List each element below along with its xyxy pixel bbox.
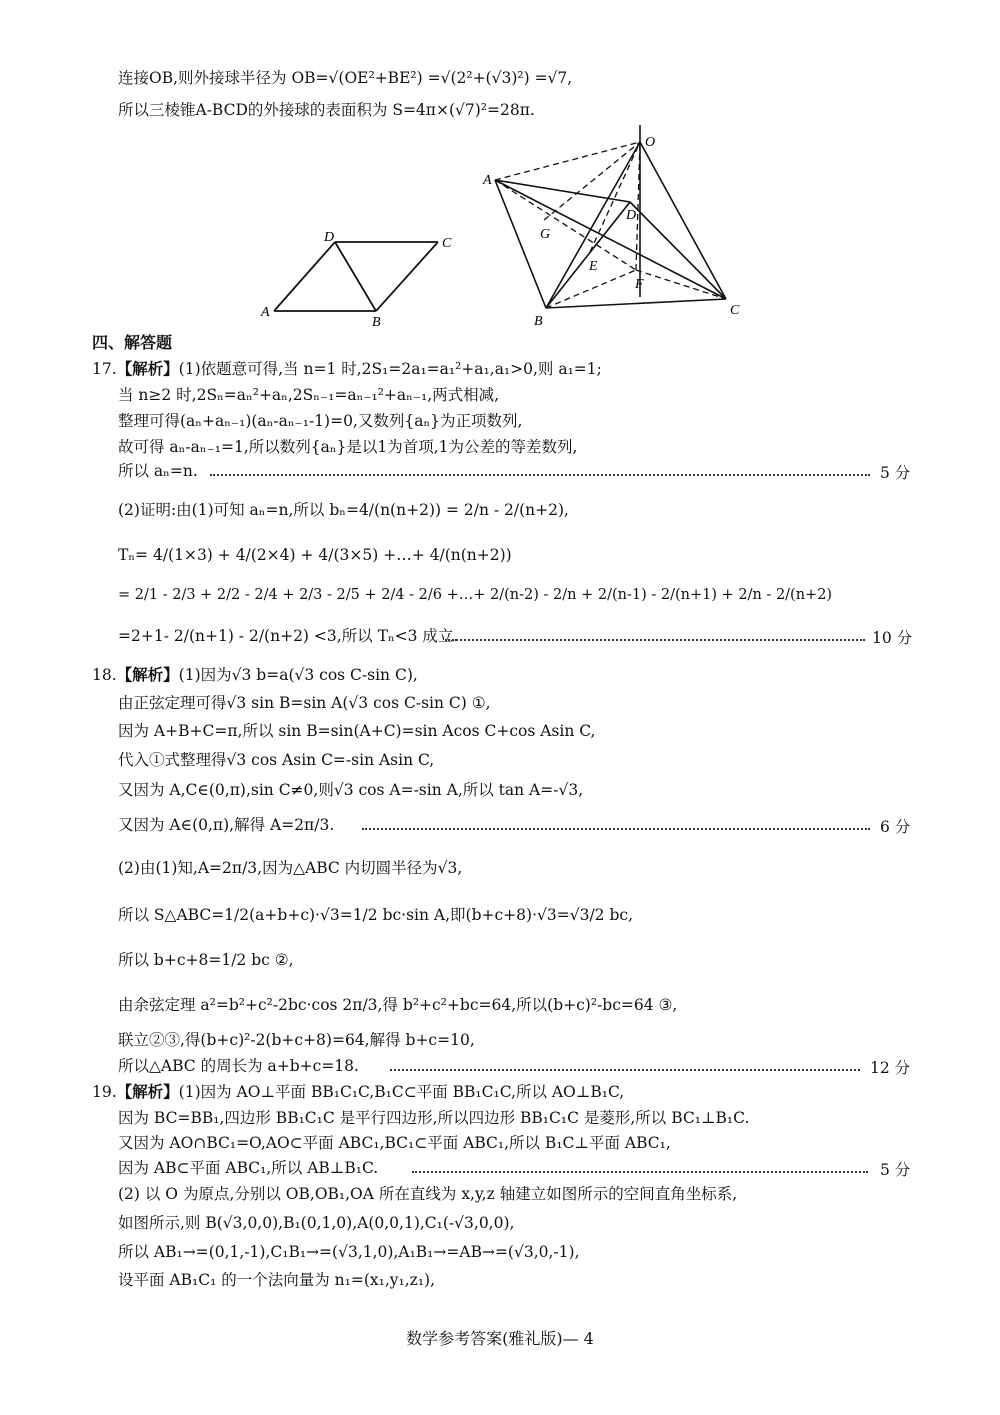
dot-leader (362, 828, 870, 830)
text-line: =2+1- 2/(n+1) - 2/(n+2) <3,所以 Tₙ<3 成立. (118, 627, 459, 645)
text-line: 设平面 AB₁C₁ 的一个法向量为 n₁=(x₁,y₁,z₁), (118, 1271, 436, 1289)
question-17: 17.【解析】(1)依题意可得,当 n=1 时,2S₁=2a₁=a₁²+a₁,a₁>0,则 a₁=1; (92, 359, 602, 378)
dot-leader (412, 1171, 868, 1173)
label-o: O (645, 135, 656, 150)
label-c: C (730, 303, 740, 318)
score-mark: 12 分 (870, 1059, 911, 1077)
text-line: 代入①式整理得√3 cos Asin C=-sin Asin C, (118, 751, 435, 769)
score-mark: 6 分 (880, 818, 911, 836)
analysis-tag: 【解析】 (116, 1082, 179, 1101)
dot-leader (210, 474, 870, 476)
text-line: 由余弦定理 a²=b²+c²-2bc·cos 2π/3,得 b²+c²+bc=64,所以(b+c)²-bc=64 ③, (118, 996, 678, 1014)
score-mark: 10 分 (872, 629, 913, 647)
text-line: 因为 A+B+C=π,所以 sin B=sin(A+C)=sin Acos C+cos Asin C, (118, 722, 596, 740)
text-line: 由正弦定理可得√3 sin B=sin A(√3 cos C-sin C) ①, (118, 694, 491, 712)
label-d: D (324, 230, 335, 245)
text-line: 所以 AB₁→=(0,1,-1),C₁B₁→=(√3,1,0),A₁B₁→=AB→=(√3,0,-1), (118, 1243, 580, 1261)
question-18: 18.【解析】(1)因为√3 b=a(√3 cos C-sin C), (92, 665, 418, 684)
text-line: 整理可得(aₙ+aₙ₋₁)(aₙ-aₙ₋₁-1)=0,又数列{aₙ}为正项数列, (118, 412, 523, 430)
analysis-tag: 【解析】 (116, 359, 179, 378)
text-line: 又因为 A,C∈(0,π),sin C≠0,则√3 cos A=-sin A,所以 tan A=-√3, (118, 781, 584, 799)
text-line: 所以三棱锥A-BCD的外接球的表面积为 S=4π×(√7)²=28π. (118, 101, 535, 119)
dot-leader (445, 639, 865, 641)
score-mark: 5 分 (880, 464, 911, 482)
text-line: 又因为 AO∩BC₁=O,AO⊂平面 ABC₁,BC₁⊂平面 ABC₁,所以 B₁C⊥平面 ABC₁, (118, 1134, 671, 1152)
text-line: 所以 b+c+8=1/2 bc ②, (118, 951, 294, 969)
text-line: (2)由(1)知,A=2π/3,因为△ABC 内切圆半径为√3, (118, 859, 463, 877)
label-c: C (442, 236, 452, 251)
rhombus-figure (255, 228, 470, 328)
page-footer: 数学参考答案(雅礼版)— 4 (406, 1329, 594, 1348)
label-g: G (540, 227, 551, 242)
text-line: 如图所示,则 B(√3,0,0),B₁(0,1,0),A(0,0,1),C₁(-√3,0,0), (118, 1214, 515, 1232)
text-line: 所以 aₙ=n. (118, 462, 198, 480)
label-b: B (372, 315, 381, 328)
text-line: 又因为 A∈(0,π),解得 A=2π/3. (118, 816, 335, 834)
text-line: = 2/1 - 2/3 + 2/2 - 2/4 + 2/3 - 2/5 + 2/4 - 2/6 +…+ 2/(n-2) - 2/n + 2/(n-1) - 2/(n+1) + 2/n - 2/(n+2) (118, 587, 833, 603)
label-a: A (261, 305, 270, 320)
text-line: (2) 以 O 为原点,分别以 OB,OB₁,OA 所在直线为 x,y,z 轴建立如图所示的空间直角坐标系, (118, 1185, 738, 1203)
label-f: F (635, 277, 644, 292)
score-mark: 5 分 (880, 1161, 911, 1179)
text-line: 联立②③,得(b+c)²-2(b+c+8)=64,解得 b+c=10, (118, 1031, 475, 1049)
section-title: 四、解答题 (92, 333, 173, 352)
text-line: 所以 S△ABC=1/2(a+b+c)·√3=1/2 bc·sin A,即(b+c+8)·√3=√3/2 bc, (118, 906, 634, 924)
text-line: 所以△ABC 的周长为 a+b+c=18. (118, 1057, 359, 1075)
text-line: (2)证明:由(1)可知 aₙ=n,所以 bₙ=4/(n(n+2)) = 2/n - 2/(n+2), (118, 501, 569, 519)
text-line: 因为 AB⊂平面 ABC₁,所以 AB⊥B₁C. (118, 1159, 379, 1177)
tetrahedron-figure (480, 122, 750, 332)
label-b: B (534, 314, 543, 329)
dot-leader (390, 1069, 860, 1071)
label-d: D (626, 208, 637, 223)
text-line: 故可得 aₙ-aₙ₋₁=1,所以数列{aₙ}是以1为首项,1为公差的等差数列, (118, 438, 578, 456)
label-a: A (483, 173, 492, 188)
analysis-tag: 【解析】 (116, 665, 179, 684)
text-line: 当 n≥2 时,2Sₙ=aₙ²+aₙ,2Sₙ₋₁=aₙ₋₁²+aₙ₋₁,两式相减, (118, 386, 500, 404)
question-19: 19.【解析】(1)因为 AO⊥平面 BB₁C₁C,B₁C⊂平面 BB₁C₁C,所以 AO⊥B₁C, (92, 1082, 625, 1101)
text-line: 连接OB,则外接球半径为 OB=√(OE²+BE²) =√(2²+(√3)²) =√7, (118, 69, 573, 87)
label-e: E (589, 259, 598, 274)
text-line: 因为 BC=BB₁,四边形 BB₁C₁C 是平行四边形,所以四边形 BB₁C₁C 是菱形,所以 BC₁⊥B₁C. (118, 1109, 750, 1127)
text-line: Tₙ= 4/(1×3) + 4/(2×4) + 4/(3×5) +…+ 4/(n(n+2)) (118, 546, 512, 564)
